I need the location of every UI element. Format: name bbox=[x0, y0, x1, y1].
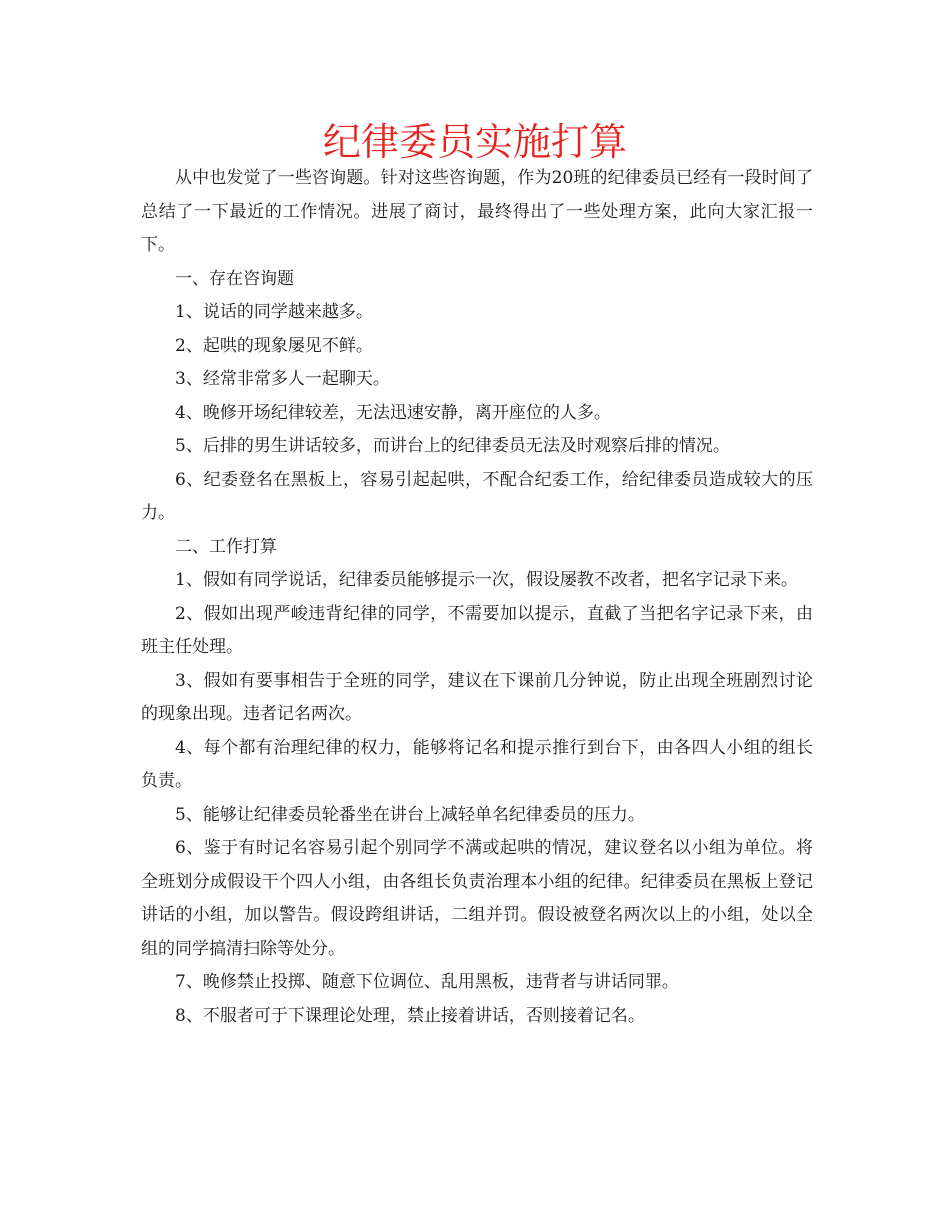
document-body bbox=[141, 162, 813, 1033]
plan-item-1: 1、假如有同学说话，纪律委员能够提示一次，假设屡教不改者，把名字记录下来。 bbox=[175, 570, 798, 590]
plan-item-7: 7、晚修禁止投掷、随意下位调位、乱用黑板，违背者与讲话同罪。 bbox=[175, 972, 679, 992]
plan-item-4: 4、每个都有治理纪律的权力，能够将记名和提示推行到台下，由各四人小组的组长负责。 bbox=[141, 737, 813, 791]
intro-paragraph: 从中也发觉了一些咨询题。针对这些咨询题，作为20班的纪律委员已经有一段时间了总结了一下最近的工作情况。进展了商讨，最终得出了一些处理方案，此向大家汇报一下。 bbox=[141, 168, 813, 255]
section-heading-plan: 二、工作打算 bbox=[175, 536, 277, 557]
plan-item-6: 6、鉴于有时记名容易引起个别同学不满或起哄的情况，建议登名以小组为单位。将全班划分成假设干个四人小组，由各组长负责治理本小组的纪律。纪律委员在黑板上登记讲话的小组，加以警告。假设跨组讲话，二组并罚。假设被登名两次以上的小组，处以全组的同学搞清扫除等处分。 bbox=[141, 838, 813, 959]
problem-item-1: 1、说话的同学越来越多。 bbox=[175, 302, 373, 322]
plan-item-5: 5、能够让纪律委员轮番坐在讲台上减轻单名纪律委员的压力。 bbox=[175, 804, 645, 825]
problem-item-5: 5、后排的男生讲话较多，而讲台上的纪律委员无法及时观察后排的情况。 bbox=[175, 436, 730, 456]
section-heading-problems: 一、存在咨询题 bbox=[175, 268, 294, 289]
plan-item-3: 3、假如有要事相告于全班的同学，建议在下课前几分钟说，防止出现全班剧烈讨论的现象出现。违者记名两次。 bbox=[141, 670, 813, 724]
problem-item-3: 3、经常非常多人一起聊天。 bbox=[175, 369, 390, 389]
problem-item-6: 6、纪委登名在黑板上，容易引起起哄，不配合纪委工作，给纪律委员造成较大的压力。 bbox=[141, 469, 813, 523]
problem-item-2: 2、起哄的现象屡见不鲜。 bbox=[175, 335, 373, 356]
plan-item-8: 8、不服者可于下课理论处理，禁止接着讲话，否则接着记名。 bbox=[175, 1005, 645, 1026]
plan-item-2: 2、假如出现严峻违背纪律的同学，不需要加以提示，直截了当把名字记录下来，由班主任处理。 bbox=[141, 603, 813, 657]
document-title: 纪律委员实施打算 bbox=[322, 120, 627, 164]
problem-item-4: 4、晚修开场纪律较差，无法迅速安静，离开座位的人多。 bbox=[175, 402, 611, 423]
